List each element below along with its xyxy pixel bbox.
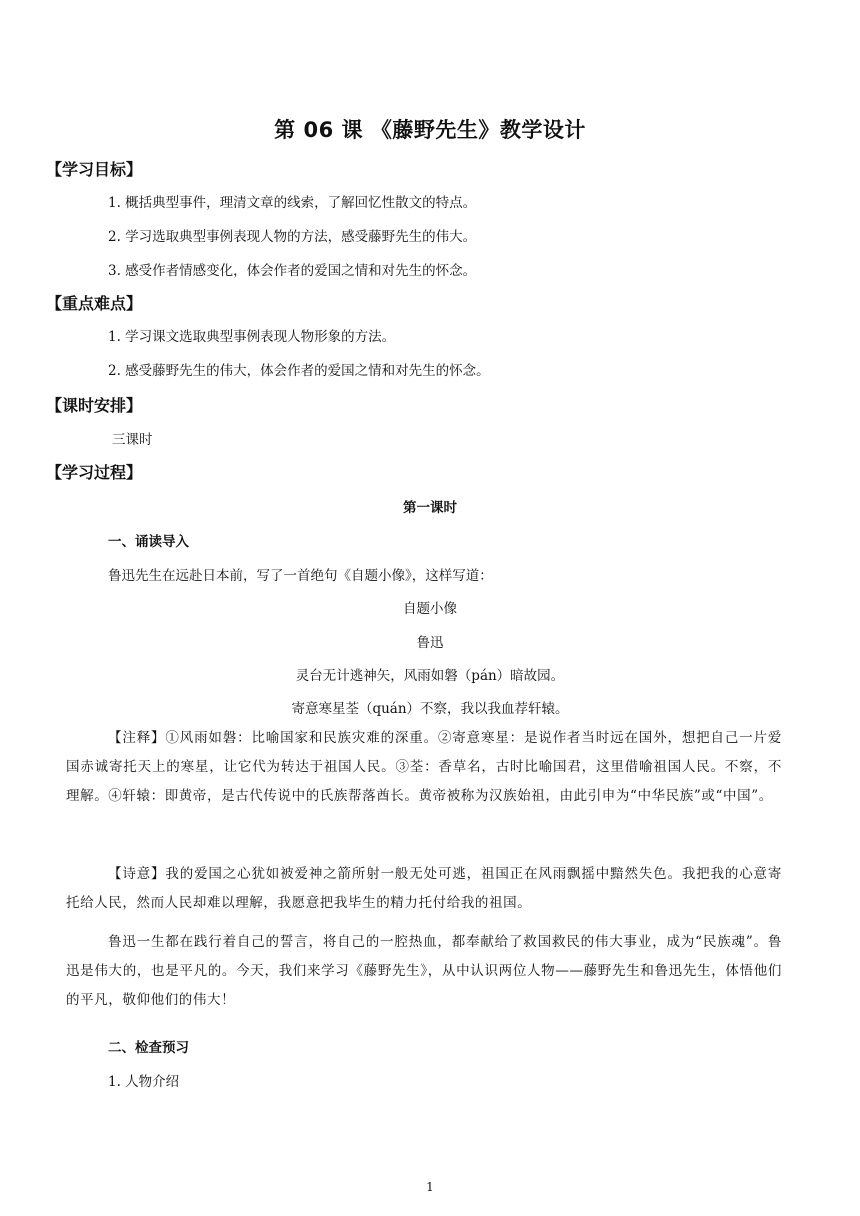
part2-heading: 二、检查预习: [108, 1040, 189, 1056]
key-point-item: 2. 感受藤野先生的伟大，体会作者的爱国之情和对先生的怀念。: [108, 363, 490, 379]
objective-item: 2. 学习选取典型事例表现人物的方法，感受藤野先生的伟大。: [108, 229, 477, 245]
page-number: 1: [426, 1180, 434, 1194]
process-heading: 【学习过程】: [46, 463, 143, 482]
part2-item: 1. 人物介绍: [108, 1074, 180, 1090]
poem-title: 自题小像: [403, 601, 457, 617]
part1-intro: 鲁迅先生在远赴日本前，写了一首绝句《自题小像》，这样写道：: [108, 568, 493, 584]
poem-notes: 【注释】①风雨如磐：比喻国家和民族灾难的深重。②寄意寒星：是说作者当时远在国外，想把自己一片爱国赤诚寄托天上的寒星，让它代为转达于祖国人民。③荃：香草名，古时比喻国君，这里借喻祖国人民。不察，不理解。④轩辕：即黄帝，是古代传说中的氏族帮落酋长。黄帝被称为汉族始祖，由此引申为“中华民族”或“中国”。: [66, 730, 782, 804]
poem-meaning: 【诗意】我的爱国之心犹如被爱神之箭所射一般无处可逃，祖国正在风雨飘摇中黯然失色。我把我的心意寄托给人民，然而人民却难以理解，我愿意把我毕生的精力托付给我的祖国。: [66, 866, 782, 911]
part1-heading: 一、诵读导入: [108, 534, 189, 550]
key-points-heading: 【重点难点】: [46, 294, 143, 313]
intro-paragraph: 鲁迅一生都在践行着自己的誓言，将自己的一腔热血，都奉献给了救国救民的伟大事业，成为“民族魂”。鲁迅是伟大的，也是平凡的。今天，我们来学习《藤野先生》，从中认识两位人物——藤野先生和鲁迅先生，体悟他们的平凡，敬仰他们的伟大！: [66, 934, 782, 1008]
poem-line: 寄意寒星荃（quán）不察，我以我血荐轩辕。: [291, 701, 569, 717]
schedule-heading: 【课时安排】: [46, 396, 143, 415]
key-point-item: 1. 学习课文选取典型事例表现人物形象的方法。: [108, 329, 396, 345]
poem-author: 鲁迅: [416, 635, 444, 651]
objective-item: 3. 感受作者情感变化，体会作者的爱国之情和对先生的怀念。: [108, 263, 477, 279]
objectives-heading: 【学习目标】: [46, 160, 143, 179]
poem-line: 灵台无计逃神矢，风雨如磐（pán）暗故园。: [295, 668, 565, 684]
schedule-text: 三课时: [112, 432, 153, 448]
objective-item: 1. 概括典型事件，理清文章的线索，了解回忆性散文的特点。: [108, 195, 477, 211]
lesson-title: 第一课时: [403, 500, 457, 516]
document-title: 第 06 课 《藤野先生》教学设计: [274, 118, 586, 142]
